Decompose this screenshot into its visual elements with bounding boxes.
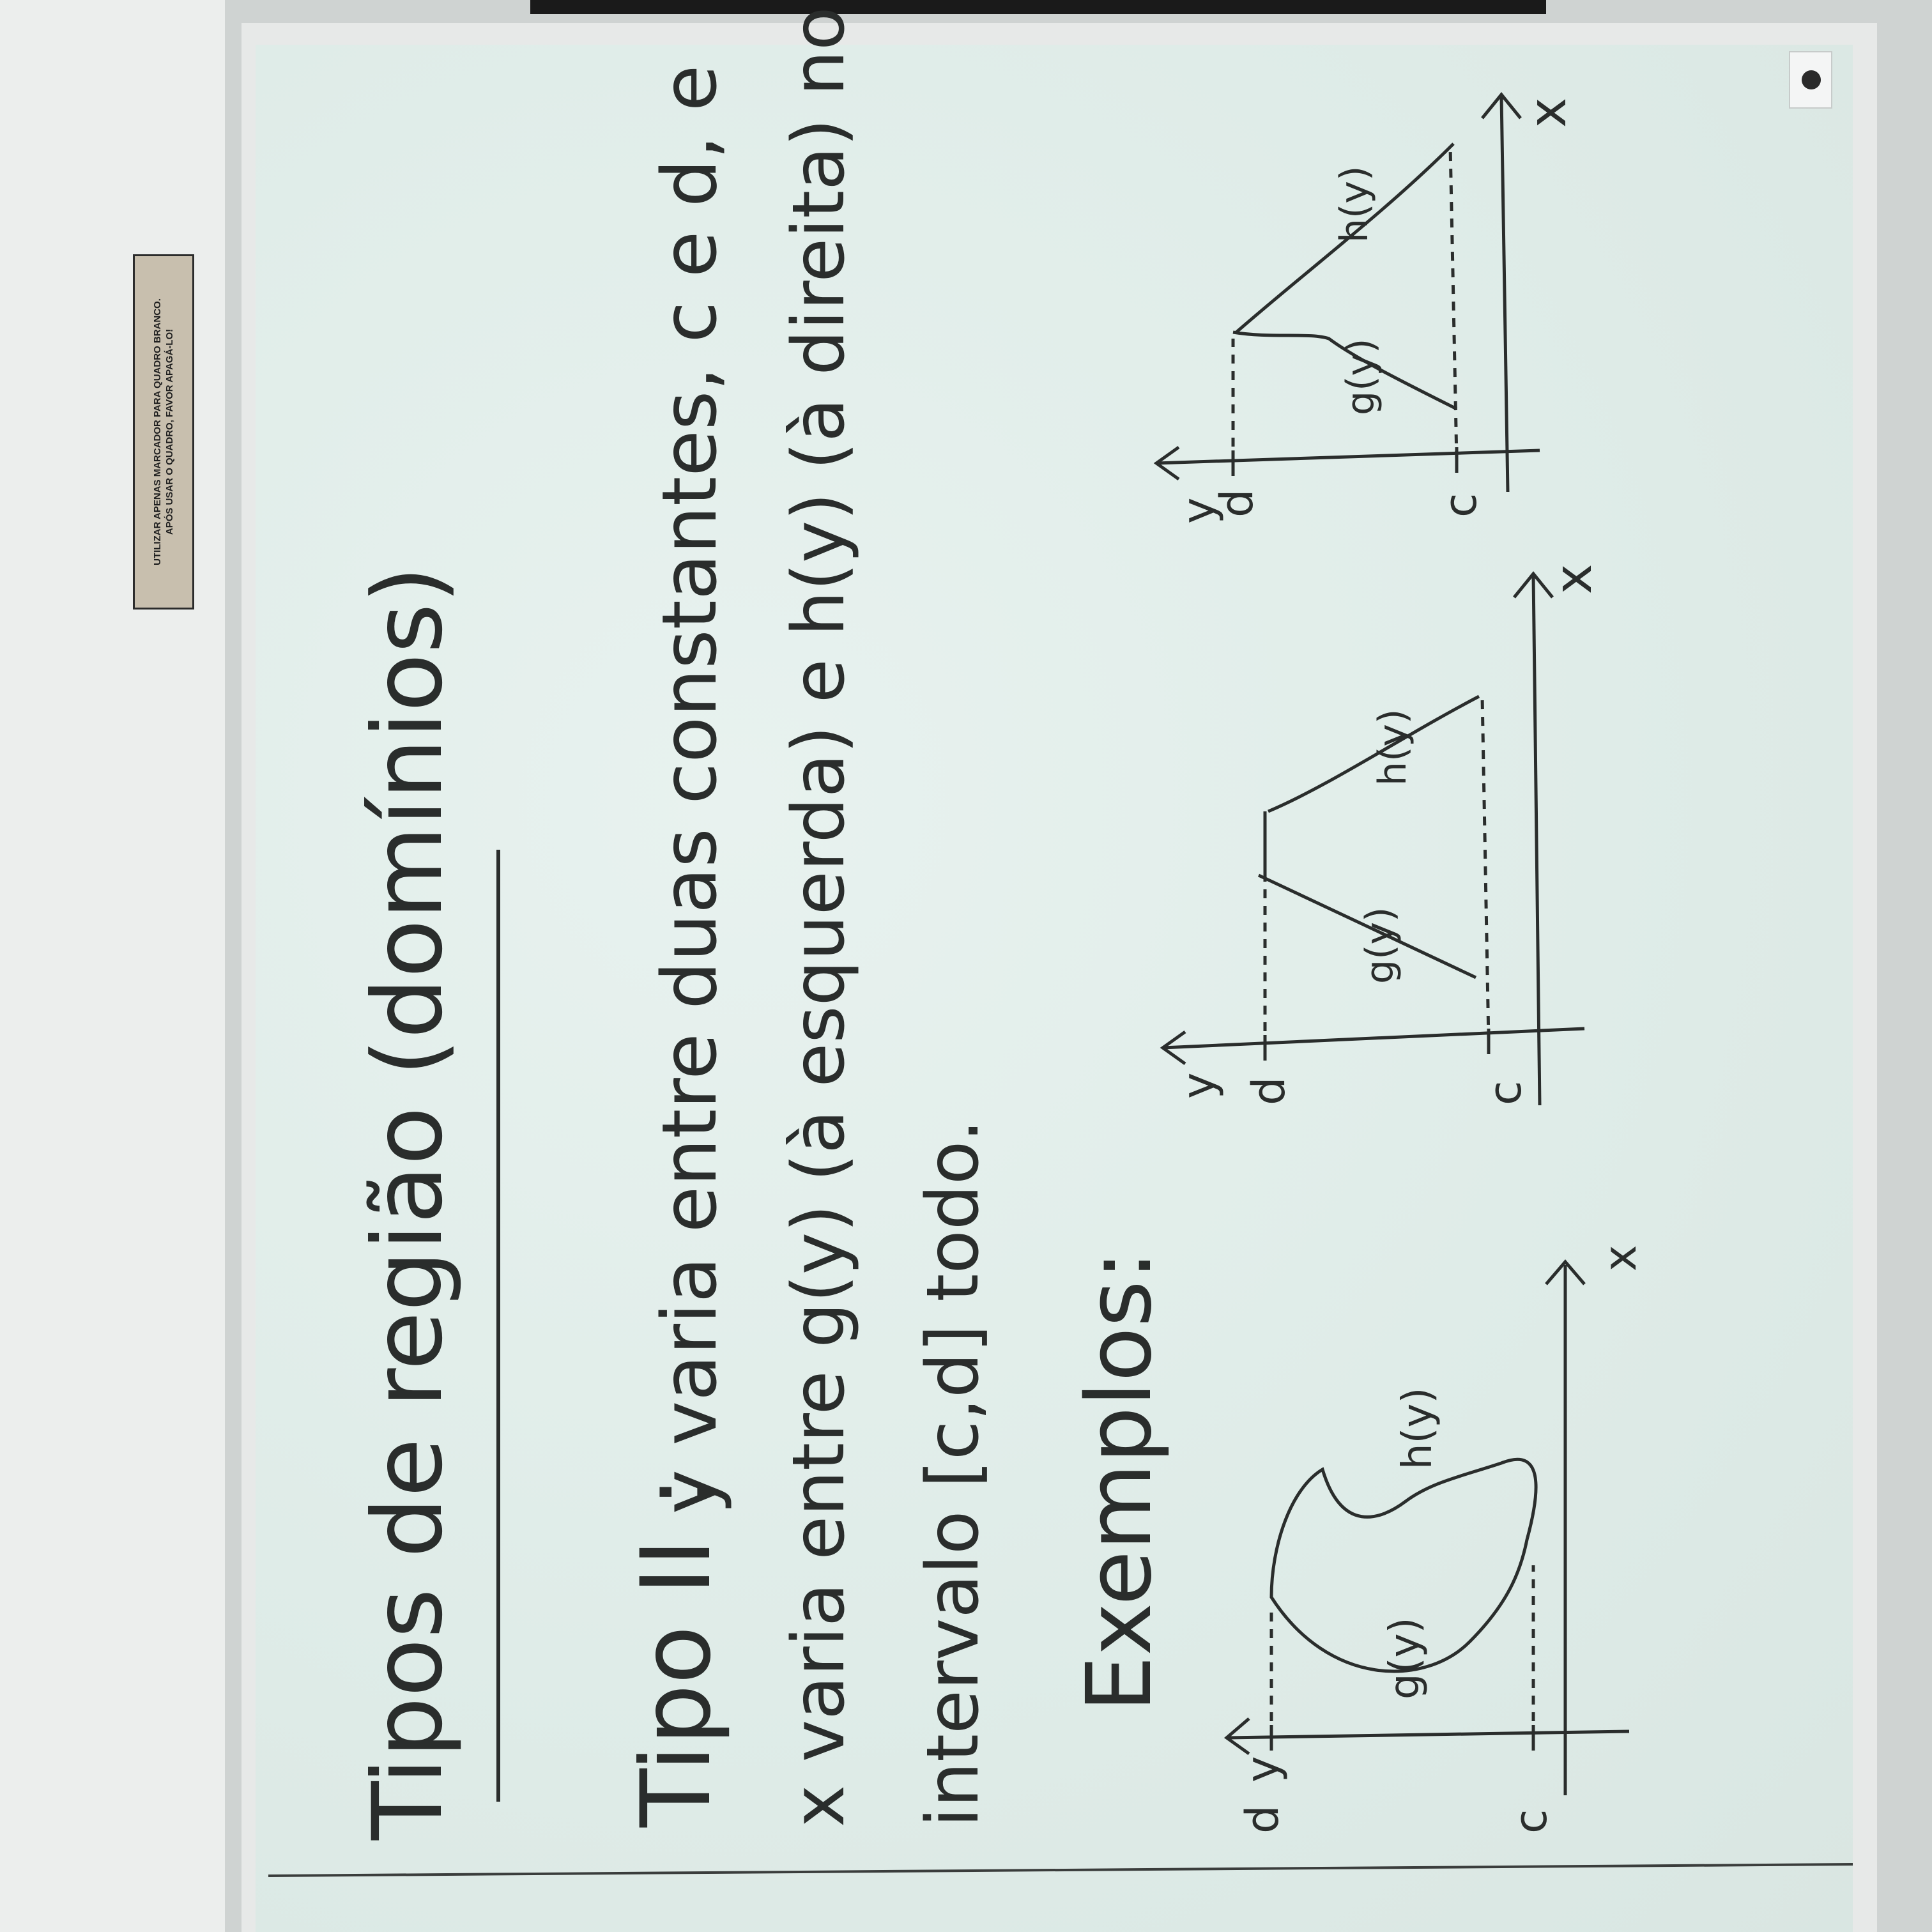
graph3-d-label: d xyxy=(1211,489,1263,518)
graph2-c-label: c xyxy=(1479,1080,1531,1105)
graph2-y-axis xyxy=(1163,1029,1584,1048)
definition-line-2: x varia entre g(y) (à esquerda) e h(y) (à direita) no xyxy=(778,6,861,1827)
definition-line-3: intervalo [c,d] todo. xyxy=(912,1119,995,1827)
notice-line-2: APÓS USAR O QUADRO, FAVOR APAGÁ-LO! xyxy=(164,328,175,535)
graph1-c-label: c xyxy=(1505,1809,1557,1834)
graph2-g-label: g(y) xyxy=(1358,907,1402,984)
graph1-g-label: g(y) xyxy=(1381,1617,1429,1699)
graph1-h-label: h(y) xyxy=(1394,1387,1441,1469)
graph-1 xyxy=(1227,1262,1629,1795)
notice-line-1: UTILIZAR APENAS MARCADOR PARA QUADRO BRANCO. xyxy=(152,298,163,565)
board-title: Tipos de região (domínios) xyxy=(353,565,464,1840)
graph1-y-label: y xyxy=(1236,1756,1289,1782)
graph-2 xyxy=(1163,574,1584,1105)
graph3-c-label: c xyxy=(1434,493,1487,518)
graph2-x-label: x xyxy=(1544,564,1603,594)
graph3-y-label: y xyxy=(1172,497,1225,524)
graph3-h-label: h(y) xyxy=(1332,165,1377,243)
graph1-d-label: d xyxy=(1236,1805,1289,1834)
examples-label: Exemplos: xyxy=(1068,1250,1172,1712)
graph3-g-label: g(y) xyxy=(1338,338,1383,415)
graph2-d-label: d xyxy=(1243,1077,1295,1105)
graph3-x-axis xyxy=(1501,96,1508,492)
graph3-y-axis xyxy=(1156,450,1540,463)
graph1-x-label: x xyxy=(1594,1245,1646,1271)
graph-3 xyxy=(1156,95,1540,492)
type-label: Tipo II : xyxy=(621,1475,732,1827)
graph3-x-label: x xyxy=(1518,97,1577,128)
definition-line-1: y varia entre duas constantes, c e d, e xyxy=(645,65,733,1514)
graph2-y-label: y xyxy=(1172,1072,1225,1099)
graph2-h-label: h(y) xyxy=(1370,709,1415,786)
graph1-y-axis xyxy=(1227,1731,1629,1738)
board-bottom-line xyxy=(268,1864,1853,1876)
graph2-x-axis xyxy=(1533,575,1540,1105)
